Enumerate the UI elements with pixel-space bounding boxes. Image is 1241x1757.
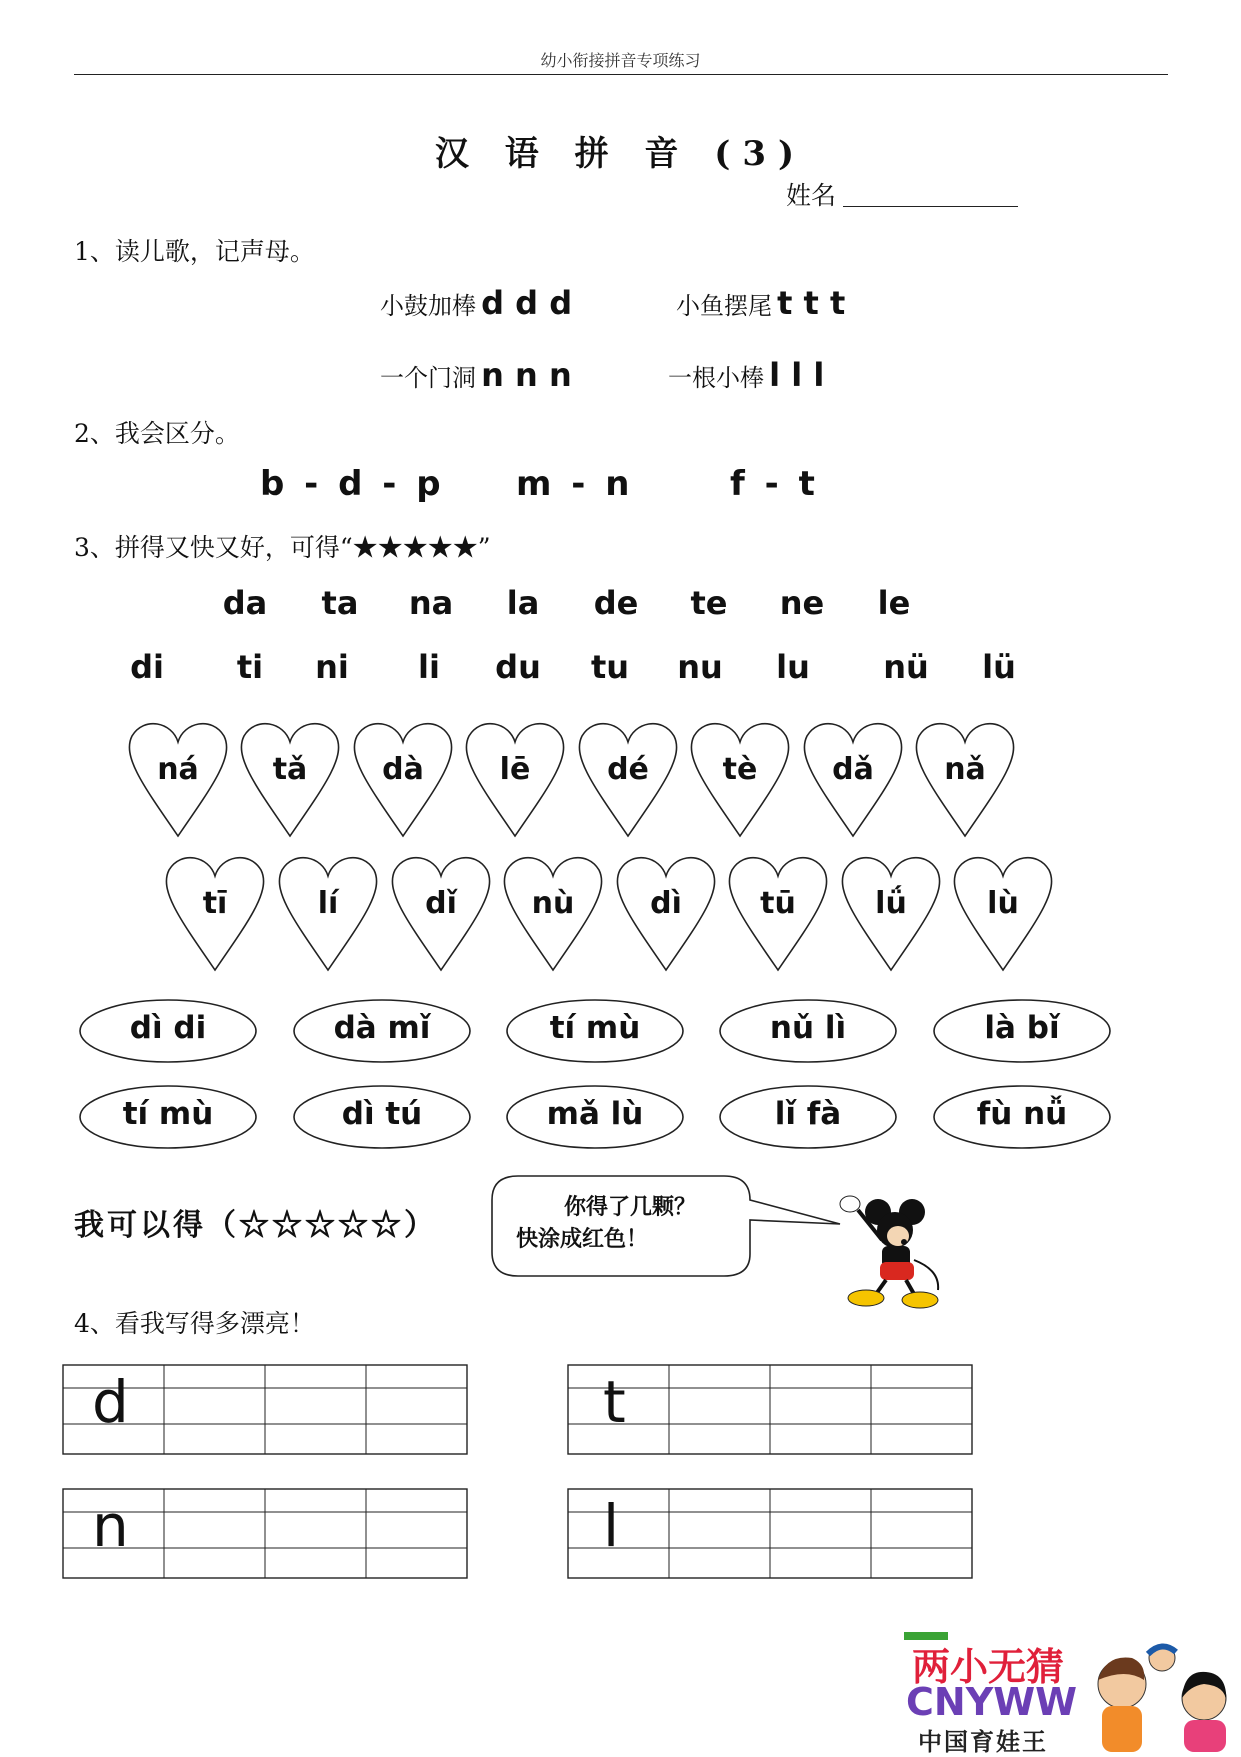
brand-logo-code: CNYWW (906, 1680, 1078, 1724)
rhyme-text: 一根小棒 (668, 364, 764, 392)
heart-card (276, 850, 380, 974)
heart-card (614, 850, 718, 974)
star-award-line: 我可以得（☆☆☆☆☆） (74, 1208, 437, 1243)
heart-syllable: tū (760, 886, 796, 921)
word-pinyin: tí mù (122, 1096, 214, 1132)
heart-syllable: dé (607, 752, 649, 787)
heart-syllable: tī (202, 886, 228, 921)
heart-card (576, 716, 680, 840)
syllable: di (130, 648, 164, 686)
syllable: da (222, 584, 268, 622)
syllable: du (495, 648, 541, 686)
grid-letter: t (603, 1368, 626, 1436)
rhyme-text: 小鼓加棒 (380, 292, 476, 320)
heart-card (238, 716, 342, 840)
word-oval (718, 1084, 898, 1150)
syllable: na (408, 584, 454, 622)
heart-card (726, 850, 830, 974)
word-pinyin: là bǐ (984, 1010, 1060, 1046)
rhyme-4 (668, 356, 824, 394)
word-pinyin: mǎ lù (546, 1096, 644, 1132)
syllable: ta (321, 584, 359, 622)
heart-card (163, 850, 267, 974)
letter-pair: b - d - p (260, 464, 445, 504)
heart-card (951, 850, 1055, 974)
name-label: 姓名 (786, 181, 837, 210)
grid-letter: d (92, 1368, 129, 1436)
syllable: li (418, 648, 440, 686)
syllable: de (593, 584, 639, 622)
name-blank-line (843, 206, 1018, 207)
question-4-heading: 4、看我写得多漂亮！ (74, 1309, 315, 1338)
word-oval (292, 998, 472, 1064)
word-pinyin: dì tú (341, 1096, 423, 1132)
heart-card (688, 716, 792, 840)
bubble-line-1: 你得了几颗？ (564, 1195, 697, 1220)
rhyme-1 (380, 284, 572, 322)
question-3-heading: 3、拼得又快又好，可得“★★★★★” (74, 533, 491, 562)
word-oval (718, 998, 898, 1064)
syllable: le (877, 584, 911, 622)
rhyme-pinyin: n n n (481, 356, 572, 394)
heart-syllable: tè (722, 752, 758, 787)
heart-syllable: tǎ (272, 752, 308, 787)
heart-card (913, 716, 1017, 840)
heart-syllable: lǘ (875, 886, 907, 921)
syllable: ne (779, 584, 825, 622)
rhyme-3 (380, 356, 572, 394)
heart-syllable: dǐ (425, 886, 457, 921)
syllable: lu (776, 648, 810, 686)
grid-letter: n (92, 1492, 129, 1560)
page-header: 幼小衔接拼音专项练习 (540, 51, 701, 70)
heart-syllable: nù (531, 886, 575, 921)
word-oval (505, 1084, 685, 1150)
syllable: ni (315, 648, 349, 686)
kids-illustration (1086, 1640, 1236, 1752)
syllable: ti (236, 648, 264, 686)
syllable: la (506, 584, 540, 622)
syllable: te (690, 584, 728, 622)
word-oval (78, 998, 258, 1064)
rhyme-pinyin: d d d (481, 284, 573, 322)
heart-card (463, 716, 567, 840)
bubble-line-2: 快涂成红色！ (516, 1227, 649, 1252)
heart-card (126, 716, 230, 840)
word-pinyin: dà mǐ (333, 1010, 431, 1046)
word-oval (932, 1084, 1112, 1150)
question-1-heading: 1、读儿歌，记声母。 (74, 237, 315, 266)
word-pinyin: nǔ lì (769, 1010, 847, 1046)
word-oval (932, 998, 1112, 1064)
header-divider (74, 74, 1168, 75)
word-pinyin: tí mù (549, 1010, 641, 1046)
word-pinyin: dì di (129, 1010, 207, 1046)
syllable: nu (677, 648, 723, 686)
mouse-mascot-illustration (820, 1190, 960, 1310)
brand-logo-title: 两小无猜 (912, 1645, 1065, 1689)
heart-syllable: nǎ (944, 752, 986, 787)
rhyme-text: 小鱼摆尾 (676, 292, 772, 320)
heart-card (389, 850, 493, 974)
heart-syllable: dì (650, 886, 682, 921)
heart-card (801, 716, 905, 840)
heart-card (501, 850, 605, 974)
rhyme-2 (676, 284, 845, 322)
letter-pair: f - t (730, 464, 819, 504)
syllable: tu (590, 648, 630, 686)
heart-syllable: ná (157, 752, 199, 787)
heart-syllable: lē (499, 752, 531, 787)
heart-card (839, 850, 943, 974)
letter-pair: m - n (516, 464, 634, 504)
word-oval (292, 1084, 472, 1150)
syllable: nü (883, 648, 929, 686)
heart-card (351, 716, 455, 840)
word-oval (78, 1084, 258, 1150)
heart-syllable: dǎ (832, 752, 874, 787)
rhyme-text: 一个门洞 (380, 364, 476, 392)
heart-syllable: dà (382, 752, 424, 787)
grid-letter: l (603, 1492, 620, 1560)
word-pinyin: lǐ fà (774, 1096, 842, 1132)
word-pinyin: fù nǚ (976, 1096, 1068, 1132)
rhyme-pinyin: t t t (777, 284, 846, 322)
rhyme-pinyin: l l l (769, 356, 825, 394)
word-oval (505, 998, 685, 1064)
syllable: lü (982, 648, 1016, 686)
question-2-heading: 2、我会区分。 (74, 419, 240, 448)
brand-logo-subtitle: 中国育娃王 (918, 1728, 1048, 1756)
heart-syllable: lí (317, 886, 339, 921)
heart-syllable: lù (987, 886, 1019, 921)
page-title: 汉 语 拼 音 (3) (434, 134, 807, 174)
